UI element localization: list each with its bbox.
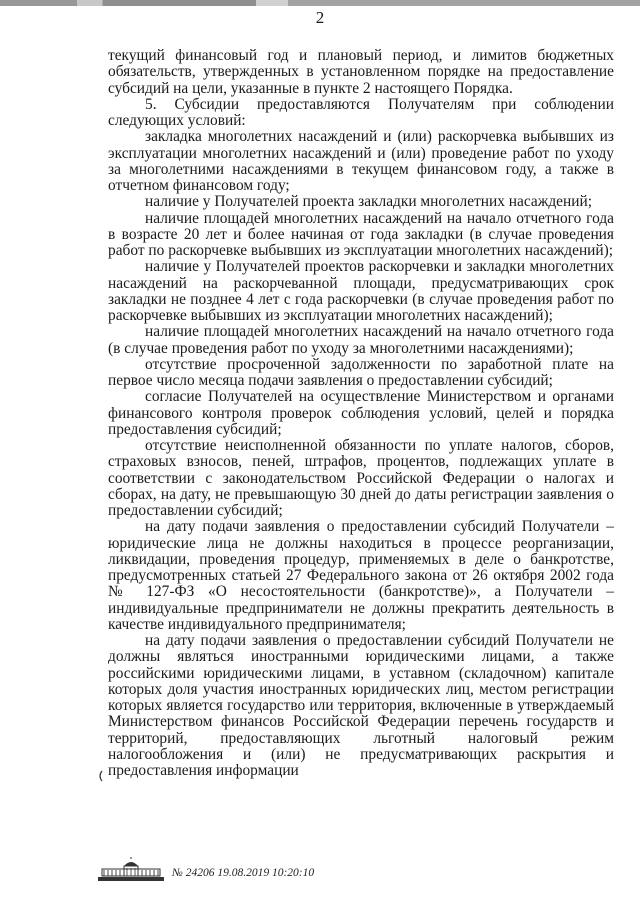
paragraph-9: согласие Получателей на осуществление Министерством и органами финансового контроля проверок соблюдения условий, целей и порядка предоставления субсидий;: [108, 388, 614, 438]
government-building-stamp-icon: [96, 857, 166, 883]
paragraph-4: наличие у Получателей проекта закладки многолетних насаждений;: [145, 193, 592, 211]
registration-stamp-text: № 24206 19.08.2019 10:20:10: [172, 867, 315, 879]
paragraph-3: закладка многолетних насаждений и (или) раскорчевка выбывших из эксплуатации многолетних насаждений и (или) проведение работ по уходу за многолетними насаждениями в текущем финансовом году, а также в отчетном финансовом году;: [108, 128, 614, 194]
margin-bracket-mark: [96, 770, 104, 782]
paragraph-6: наличие у Получателей проектов раскорчевки и закладки многолетних насаждений на раскорчеванной площади, предусматривающих срок закладки не позднее 4 лет с года раскорчевки (в случае проведения работ по раскорчевке выбывших из эксплуатации многолетних насаждений);: [108, 258, 614, 324]
page-number: 2: [315, 8, 325, 27]
paragraph-12: на дату подачи заявления о предоставлении субсидий Получатели не должны являться иностранными юридическими лицами, а также российскими юридическими лицами, в уставном (складочном) капитале которых доля участия иностранных юридических лиц, местом регистрации которых является государство или территория, включенные в утверждаемый Министерством финансов Российской Федерации перечень государств и территорий, предоставляющих льготный налоговый режим налогообложения и (или) не предусматривающих раскрытия и предоставления информации: [108, 632, 614, 779]
paragraph-10: отсутствие неисполненной обязанности по уплате налогов, сборов, страховых взносов, пеней, штрафов, процентов, подлежащих уплате в соответствии с законодательством Российской Федерации о налогах и сборах, на дату, не превышающую 30 дней до даты регистрации заявления о предоставлении субсидий;: [108, 437, 614, 519]
paragraph-8: отсутствие просроченной задолженности по заработной плате на первое число месяца подачи заявления о предоставлении субсидий;: [108, 355, 614, 389]
scan-top-edge: [0, 0, 640, 6]
paragraph-1: текущий финансовый год и плановый период, и лимитов бюджетных обязательств, утвержденных в установленном порядке на предоставление субсидий на цели, указанные в пункте 2 настоящего Порядка.: [108, 47, 614, 97]
document-body: [108, 48, 614, 779]
paragraph-7: наличие площадей многолетних насаждений на начало отчетного года (в случае проведения работ по уходу за многолетними насаждениями);: [108, 323, 614, 357]
paragraph-11: на дату подачи заявления о предоставлении субсидий Получатели – юридические лица не должны находиться в процессе реорганизации, ликвидации, проведения процедур, применяемых в деле о банкротстве, предусмотренных статьей 27 Федерального закона от 26 октября 2002 года № 127-ФЗ «О несостоятельности (банкротстве)», а Получатели – индивидуальные предприниматели не должны прекратить деятельность в качестве индивидуального предпринимателя;: [108, 518, 614, 633]
paragraph-2: 5. Субсидии предоставляются Получателям при соблюдении следующих условий:: [108, 95, 614, 129]
registration-footer: [96, 855, 314, 883]
paragraph-5: наличие площадей многолетних насаждений на начало отчетного года в возрасте 20 лет и более начиная от года закладки (в случае проведения работ по раскорчевке выбывших из эксплуатации многолетних насаждений);: [108, 209, 614, 259]
